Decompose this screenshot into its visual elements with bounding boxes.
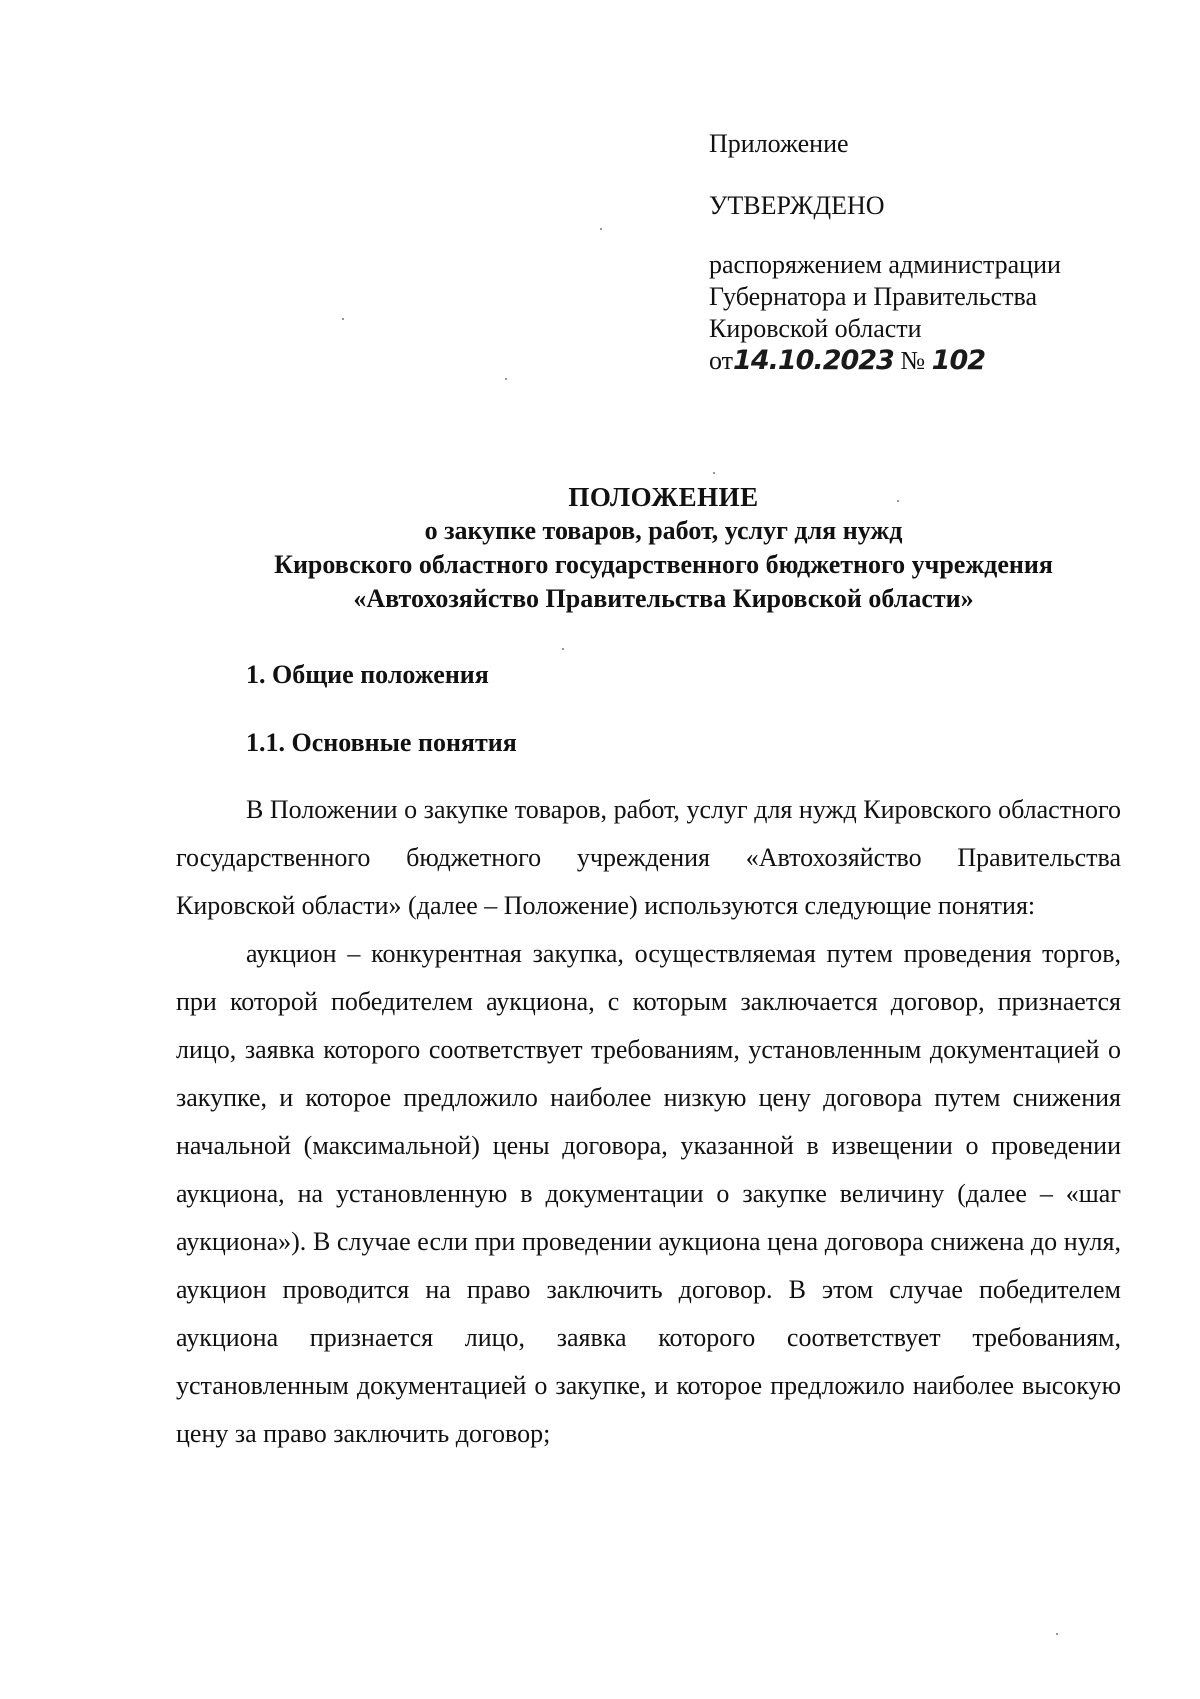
approved-by-line-1: распоряжением администрации [709, 250, 1061, 279]
handwritten-date: 14.10.2023 [733, 345, 894, 376]
scan-speck [1056, 1633, 1058, 1635]
scan-speck [713, 472, 715, 474]
approval-date-line [709, 345, 1169, 377]
paragraph-auction-definition: аукцион – конкурентная закупка, осуществляемая путем проведения торгов, при которой победителем аукциона, с которым заключается договор, признается лицо, заявка которого соответствует требованиям, установленным документацией о закупке, и которое предложило наиболее низкую цену договора путем снижения начальной (максимальной) цены договора, указанной в извещении о проведении аукциона, на установленную в документации о закупке величину (далее – «шаг аукциона»). В случае если при проведении аукциона цена договора снижена до нуля, аукцион проводится на право заключить договор. В этом случае победителем аукциона признается лицо, заявка которого соответствует требованиям, установленным документацией о закупке, и которое предложило наиболее высокую цену за право заключить договор; [176, 939, 1121, 1448]
scan-speck [600, 228, 602, 230]
document-title: ПОЛОЖЕНИЕ [568, 482, 759, 512]
document-subtitle-line-3: «Автохозяйство Правительства Кировской области» [353, 584, 974, 613]
scan-speck [505, 378, 507, 380]
approval-block [709, 128, 1169, 377]
scan-speck [562, 648, 564, 650]
document-subtitle-line-1: о закупке товаров, работ, услуг для нужд [424, 516, 903, 545]
number-prefix: № [900, 346, 926, 375]
paragraph-intro: В Положении о закупке товаров, работ, услуг для нужд Кировского областного государственного бюджетного учреждения «Автохозяйство Правительства Кировской области» (далее – Положение) используются следующие понятия: [176, 795, 1121, 920]
approved-by-line-2: Губернатора и Правительства [709, 282, 1037, 311]
handwritten-number: 102 [931, 345, 986, 376]
date-prefix: от [709, 346, 734, 375]
document-title-block [176, 480, 1151, 616]
approved-by-line-3: Кировской области [709, 314, 922, 343]
approved-label: УТВЕРЖДЕНО [709, 191, 885, 220]
scan-speck [897, 500, 899, 502]
section-heading-general: 1. Общие положения [246, 660, 489, 689]
document-subtitle-line-2: Кировского областного государственного бюджетного учреждения [274, 550, 1053, 579]
appendix-label: Приложение [709, 129, 849, 158]
document-body [176, 786, 1121, 1458]
section-heading-basic-concepts: 1.1. Основные понятия [246, 728, 517, 757]
scan-speck [342, 318, 344, 320]
